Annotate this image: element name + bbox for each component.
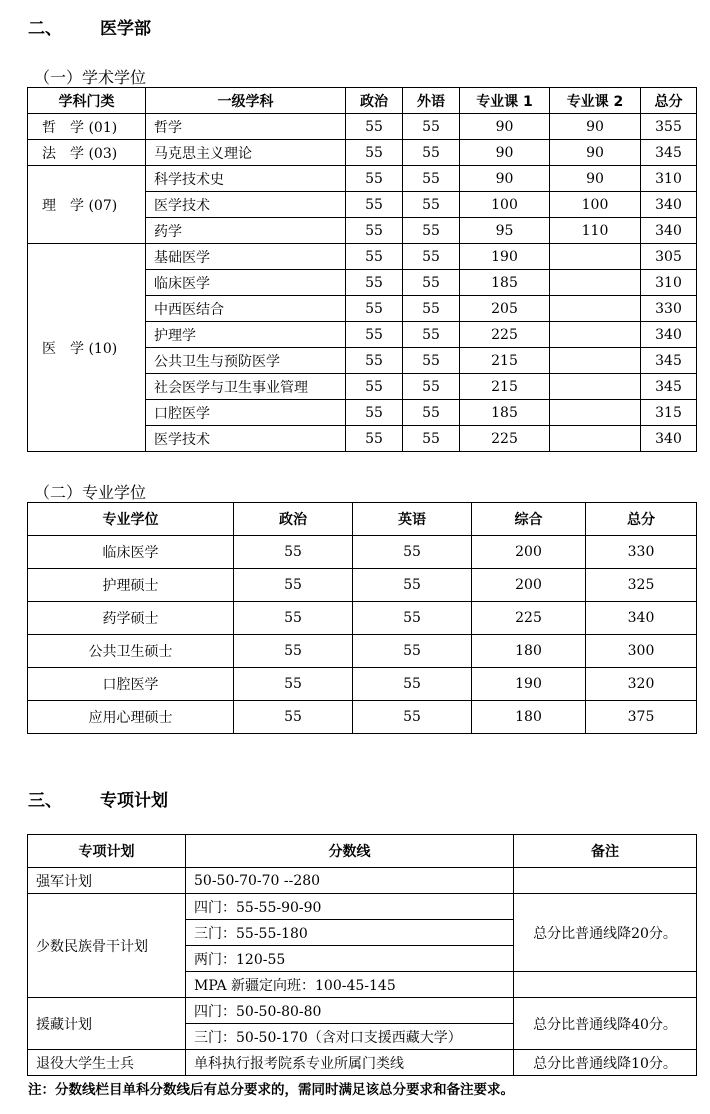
language-cell: 55 (403, 218, 460, 244)
comprehensive-cell: 200 (472, 536, 586, 569)
language-cell: 55 (403, 426, 460, 452)
politics-cell: 55 (346, 348, 403, 374)
course1-cell: 95 (460, 218, 550, 244)
course2-cell: 110 (550, 218, 641, 244)
total-cell: 355 (641, 114, 697, 140)
course2-cell (550, 426, 641, 452)
discipline-cell: 药学 (146, 218, 346, 244)
course2-cell (550, 244, 641, 270)
table-header-row (28, 503, 697, 536)
language-cell: 55 (403, 244, 460, 270)
header-cell: 英语 (353, 503, 472, 536)
score-line: 三门：50-50-170（含对口支援西藏大学） (186, 1024, 514, 1050)
total-cell: 320 (586, 668, 697, 701)
score-line: 两门：120-55 (186, 946, 514, 972)
english-cell: 55 (353, 635, 472, 668)
total-cell: 305 (641, 244, 697, 270)
total-cell: 345 (641, 140, 697, 166)
category-cell: 法 学 (03) (28, 140, 146, 166)
table-row (28, 701, 697, 734)
total-cell: 330 (586, 536, 697, 569)
course2-cell: 90 (550, 114, 641, 140)
course2-cell: 90 (550, 140, 641, 166)
table-row (28, 868, 697, 894)
table-row (28, 166, 697, 192)
professional-subtitle: （二）专业学位 (34, 483, 147, 502)
course2-cell: 90 (550, 166, 641, 192)
table-header-row (28, 835, 697, 868)
course2-cell (550, 400, 641, 426)
header-cell: 总分 (641, 88, 697, 114)
table-row (28, 668, 697, 701)
language-cell: 55 (403, 348, 460, 374)
politics-cell: 55 (234, 701, 353, 734)
section-number: 三、 (28, 791, 62, 811)
special-plan-table (27, 834, 697, 1076)
course1-cell: 90 (460, 140, 550, 166)
politics-cell: 55 (234, 536, 353, 569)
table-row (28, 998, 697, 1024)
section-title: 专项计划 (100, 791, 168, 811)
table-row (28, 894, 697, 920)
remark: 总分比普通线降20分。 (514, 894, 697, 972)
degree-cell: 临床医学 (28, 536, 234, 569)
header-cell: 学科门类 (28, 88, 146, 114)
language-cell: 55 (403, 374, 460, 400)
remark: 总分比普通线降10分。 (514, 1050, 697, 1076)
discipline-cell: 医学技术 (146, 426, 346, 452)
table-row (28, 1050, 697, 1076)
header-cell: 外语 (403, 88, 460, 114)
score-line: MPA 新疆定向班：100-45-145 (186, 972, 514, 998)
category-cell: 哲 学 (01) (28, 114, 146, 140)
total-cell: 315 (641, 400, 697, 426)
politics-cell: 55 (346, 426, 403, 452)
total-cell: 375 (586, 701, 697, 734)
score-line: 四门：55-55-90-90 (186, 894, 514, 920)
table-row (28, 536, 697, 569)
plan-name: 少数民族骨干计划 (28, 894, 186, 998)
degree-cell: 护理硕士 (28, 569, 234, 602)
course1-cell: 185 (460, 270, 550, 296)
table-header-row (28, 88, 697, 114)
discipline-cell: 医学技术 (146, 192, 346, 218)
course2-cell (550, 348, 641, 374)
score-line: 四门：50-50-80-80 (186, 998, 514, 1024)
course1-cell: 205 (460, 296, 550, 322)
language-cell: 55 (403, 192, 460, 218)
course2-cell (550, 270, 641, 296)
professional-degree-table (27, 502, 697, 734)
language-cell: 55 (403, 322, 460, 348)
header-cell: 政治 (234, 503, 353, 536)
politics-cell: 55 (346, 218, 403, 244)
header-cell: 备注 (514, 835, 697, 868)
politics-cell: 55 (346, 192, 403, 218)
politics-cell: 55 (234, 635, 353, 668)
language-cell: 55 (403, 296, 460, 322)
course1-cell: 185 (460, 400, 550, 426)
academic-subtitle: （一）学术学位 (34, 68, 147, 87)
english-cell: 55 (353, 569, 472, 602)
score-line: 三门：55-55-180 (186, 920, 514, 946)
footnote: 注：分数线栏目单科分数线后有总分要求的，需同时满足该总分要求和备注要求。 (28, 1082, 514, 1098)
course1-cell: 100 (460, 192, 550, 218)
course2-cell (550, 374, 641, 400)
total-cell: 300 (586, 635, 697, 668)
course1-cell: 90 (460, 166, 550, 192)
politics-cell: 55 (234, 668, 353, 701)
plan-name: 强军计划 (28, 868, 186, 894)
header-cell: 专业课 2 (550, 88, 641, 114)
section-heading-special (28, 786, 168, 811)
remark: 总分比普通线降40分。 (514, 998, 697, 1050)
degree-cell: 口腔医学 (28, 668, 234, 701)
plan-name: 援藏计划 (28, 998, 186, 1050)
header-cell: 分数线 (186, 835, 514, 868)
politics-cell: 55 (346, 244, 403, 270)
table-row (28, 602, 697, 635)
degree-cell: 公共卫生硕士 (28, 635, 234, 668)
total-cell: 340 (586, 602, 697, 635)
category-cell: 医 学 (10) (28, 244, 146, 452)
politics-cell: 55 (346, 322, 403, 348)
header-cell: 专项计划 (28, 835, 186, 868)
total-cell: 340 (641, 426, 697, 452)
politics-cell: 55 (346, 140, 403, 166)
course1-cell: 215 (460, 348, 550, 374)
total-cell: 345 (641, 374, 697, 400)
table-row (28, 244, 697, 270)
discipline-cell: 哲学 (146, 114, 346, 140)
academic-degree-table (27, 87, 697, 452)
plan-name: 退役大学生士兵 (28, 1050, 186, 1076)
english-cell: 55 (353, 701, 472, 734)
table-row (28, 569, 697, 602)
comprehensive-cell: 180 (472, 635, 586, 668)
header-cell: 专业学位 (28, 503, 234, 536)
language-cell: 55 (403, 400, 460, 426)
header-cell: 综合 (472, 503, 586, 536)
score-line: 单科执行报考院系专业所属门类线 (186, 1050, 514, 1076)
comprehensive-cell: 190 (472, 668, 586, 701)
politics-cell: 55 (346, 374, 403, 400)
language-cell: 55 (403, 166, 460, 192)
english-cell: 55 (353, 536, 472, 569)
discipline-cell: 口腔医学 (146, 400, 346, 426)
comprehensive-cell: 225 (472, 602, 586, 635)
course1-cell: 190 (460, 244, 550, 270)
header-cell: 总分 (586, 503, 697, 536)
degree-cell: 应用心理硕士 (28, 701, 234, 734)
discipline-cell: 社会医学与卫生事业管理 (146, 374, 346, 400)
comprehensive-cell: 180 (472, 701, 586, 734)
politics-cell: 55 (234, 569, 353, 602)
course2-cell (550, 322, 641, 348)
table-row (28, 140, 697, 166)
politics-cell: 55 (234, 602, 353, 635)
discipline-cell: 临床医学 (146, 270, 346, 296)
degree-cell: 药学硕士 (28, 602, 234, 635)
total-cell: 340 (641, 322, 697, 348)
language-cell: 55 (403, 140, 460, 166)
section-heading-medical (28, 14, 151, 39)
discipline-cell: 公共卫生与预防医学 (146, 348, 346, 374)
total-cell: 310 (641, 166, 697, 192)
discipline-cell: 基础医学 (146, 244, 346, 270)
discipline-cell: 马克思主义理论 (146, 140, 346, 166)
category-cell: 理 学 (07) (28, 166, 146, 244)
table-row (28, 114, 697, 140)
course1-cell: 225 (460, 322, 550, 348)
remark (514, 868, 697, 894)
section-number: 二、 (28, 19, 62, 39)
discipline-cell: 护理学 (146, 322, 346, 348)
header-cell: 专业课 1 (460, 88, 550, 114)
politics-cell: 55 (346, 296, 403, 322)
politics-cell: 55 (346, 114, 403, 140)
table-row (28, 635, 697, 668)
politics-cell: 55 (346, 270, 403, 296)
remark-empty (514, 972, 697, 998)
discipline-cell: 中西医结合 (146, 296, 346, 322)
course2-cell (550, 296, 641, 322)
course2-cell: 100 (550, 192, 641, 218)
english-cell: 55 (353, 602, 472, 635)
language-cell: 55 (403, 270, 460, 296)
total-cell: 340 (641, 218, 697, 244)
total-cell: 325 (586, 569, 697, 602)
section-title: 医学部 (100, 19, 151, 39)
course1-cell: 215 (460, 374, 550, 400)
score-line: 50-50-70-70 --280 (186, 868, 514, 894)
language-cell: 55 (403, 114, 460, 140)
english-cell: 55 (353, 668, 472, 701)
politics-cell: 55 (346, 166, 403, 192)
total-cell: 345 (641, 348, 697, 374)
course1-cell: 225 (460, 426, 550, 452)
course1-cell: 90 (460, 114, 550, 140)
header-cell: 政治 (346, 88, 403, 114)
total-cell: 310 (641, 270, 697, 296)
header-cell: 一级学科 (146, 88, 346, 114)
total-cell: 330 (641, 296, 697, 322)
total-cell: 340 (641, 192, 697, 218)
comprehensive-cell: 200 (472, 569, 586, 602)
politics-cell: 55 (346, 400, 403, 426)
discipline-cell: 科学技术史 (146, 166, 346, 192)
